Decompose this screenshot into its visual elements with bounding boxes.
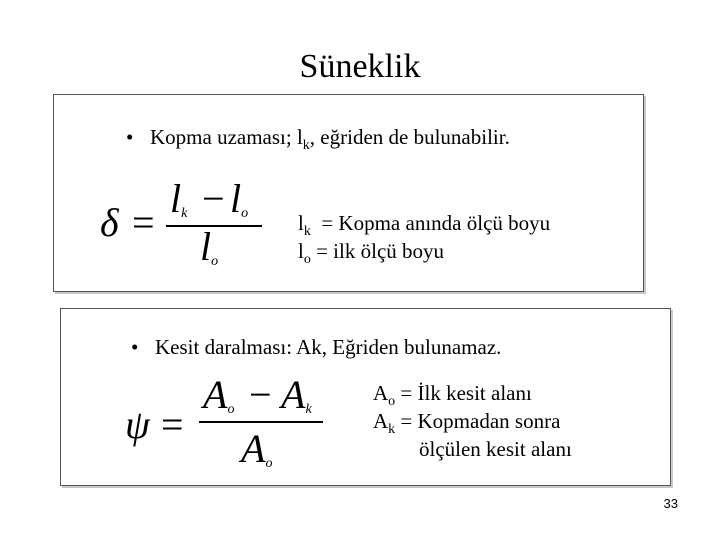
reduction-definitions [373,379,572,463]
denominator-ao: $A_o$ [241,426,273,471]
equals-sign: = [132,200,155,245]
slide-title: Süneklik [299,48,421,85]
definition-lo: $l_o$ = ilk ölçü boyu [298,239,445,267]
bullet-dot: • [126,125,134,149]
numerator-ao: $A_o$ [203,372,235,417]
elongation-definitions [298,209,550,265]
elongation-formula [94,177,294,277]
definition-lk: $l_k$ = Kopma anında ölçü boyu [298,211,551,239]
equals-sign: = [161,402,184,447]
reduction-bullet: • Kesit daralması: Ak, Eğriden bulunamaz. [131,335,502,359]
delta-symbol: δ [100,200,119,245]
definition-ak-continued: ölçülen kesit alanı [419,437,572,461]
definition-ao: $A_o$ = İlk kesit alanı [373,381,532,409]
reduction-formula [121,371,341,481]
reduction-box [60,308,671,486]
numerator-lo: $l_o$ [230,176,249,221]
fraction-bar [199,421,323,423]
elongation-bullet: • Kopma uzaması; $l_k$, eğriden de bulunabilir. [126,125,510,153]
definition-ak: $A_k$ = Kopmadan sonra [373,409,561,437]
numerator-lk: $l_k$ [170,176,188,221]
psi-symbol: ψ [125,402,150,447]
denominator-lo: $l_o$ [200,224,219,269]
bullet-dot: • [131,335,139,359]
page-number: 33 [663,496,678,511]
minus-sign: − [202,176,225,221]
minus-sign: − [249,372,272,417]
numerator-ak: $A_k$ [281,372,312,417]
elongation-box [53,94,644,292]
